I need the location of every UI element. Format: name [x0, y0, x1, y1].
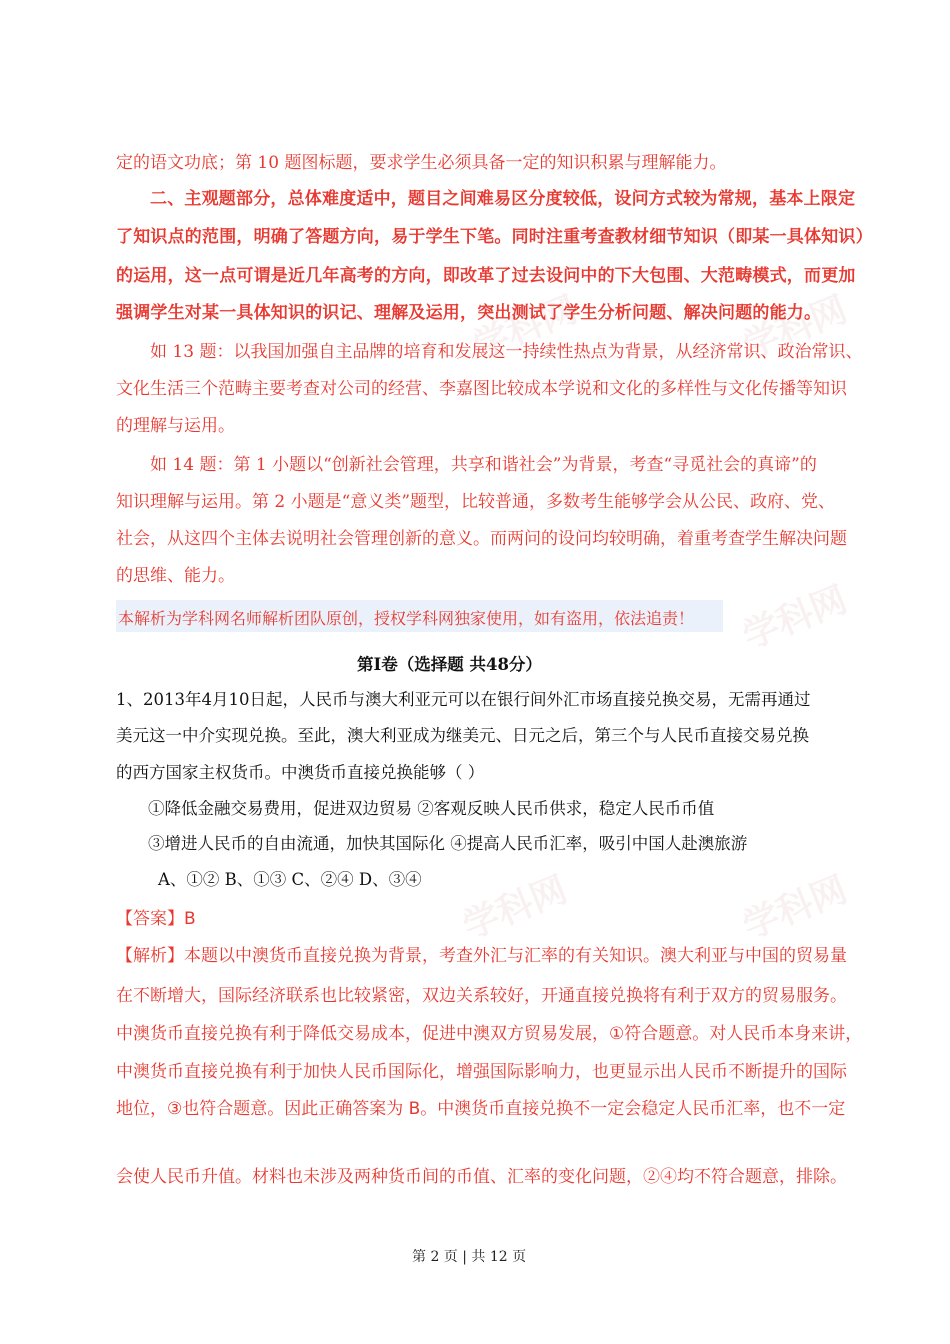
question-option-line: ③增进人民币的自由流通，加快其国际化 ④提高人民币汇率，吸引中国人赴澳旅游: [148, 834, 748, 853]
question-stem-line: 的西方国家主权货币。中澳货币直接兑换能够（ ）: [116, 763, 485, 782]
analysis-line: 如 14 题：第 1 小题以“创新社会管理，共享和谐社会”为背景，考查“寻觅社会的真谛”的: [150, 455, 817, 475]
analysis-line: 定的语文功底；第 10 题图标题，要求学生必须具备一定的知识积累与理解能力。: [116, 153, 727, 173]
explanation-line: 会使人民币升值。材料也未涉及两种货币间的币值、汇率的变化问题，②④均不符合题意，排除。: [116, 1167, 847, 1187]
watermark-logo: 学科网: [467, 289, 583, 368]
analysis-line: 的理解与运用。: [116, 416, 235, 436]
watermark-logo: 学科网: [737, 579, 853, 658]
answer-label: 【答案】B: [116, 909, 196, 929]
analysis-line: 强调学生对某一具体知识的识记、理解及运用，突出测试了学生分析问题、解决问题的能力。: [116, 303, 822, 323]
watermark-logo: 学科网: [737, 289, 853, 368]
watermark-logo: 学科网: [737, 869, 853, 948]
explanation-line: 中澳货币直接兑换有利于加快人民币国际化，增强国际影响力，也更显示出人民币不断提升的国际: [116, 1062, 847, 1082]
analysis-line: 社会，从这四个主体去说明社会管理创新的意义。而两问的设问均较明确，着重考查学生解决问题: [116, 529, 847, 549]
analysis-line: 如 13 题：以我国加强自主品牌的培育和发展这一持续性热点为背景，从经济常识、政治常识、: [150, 342, 863, 362]
analysis-line: 的运用，这一点可谓是近几年高考的方向，即改革了过去设问中的下大包围、大范畴模式，而更加: [116, 266, 856, 286]
question-stem-line: 1、2013年4月10日起，人民币与澳大利亚元可以在银行间外汇市场直接兑换交易，无需再通过: [116, 690, 811, 709]
analysis-line: 二、主观题部分，总体难度适中，题目之间难易区分度较低，设问方式较为常规，基本上限定: [150, 189, 856, 209]
question-choices: A、①② B、①③ C、②④ D、③④: [158, 870, 422, 889]
question-option-line: ①降低金融交易费用，促进双边贸易 ②客观反映人民币供求，稳定人民币币值: [148, 799, 715, 818]
explanation-line: 地位，③也符合题意。因此正确答案为 B。中澳货币直接兑换不一定会稳定人民币汇率，也不一定: [116, 1099, 846, 1119]
page-footer: 第 2 页 | 共 12 页: [412, 1249, 527, 1265]
explanation-line: 【解析】本题以中澳货币直接兑换为背景，考查外汇与汇率的有关知识。澳大利亚与中国的贸易量: [116, 946, 847, 966]
explanation-line: 中澳货币直接兑换有利于降低交易成本，促进中澳双方贸易发展，①符合题意。对人民币本身来讲，: [116, 1024, 863, 1044]
section-title: 第Ⅰ卷（选择题 共48分）: [357, 655, 542, 674]
analysis-line: 的思维、能力。: [116, 566, 235, 586]
question-stem-line: 美元这一中介实现兑换。至此，澳大利亚成为继美元、日元之后，第三个与人民币直接交易兑换: [116, 726, 809, 745]
analysis-line: 了知识点的范围，明确了答题方向，易于学生下笔。同时注重考查教材细节知识（即某一具体知识）: [116, 227, 873, 247]
analysis-line: 知识理解与运用。第 2 小题是“意义类”题型，比较普通，多数考生能够学会从公民、政府、党、: [116, 492, 836, 512]
analysis-line: 文化生活三个范畴主要考查对公司的经营、李嘉图比较成本学说和文化的多样性与文化传播等知识: [116, 379, 847, 399]
copyright-notice: 本解析为学科网名师解析团队原创，授权学科网独家使用，如有盗用，依法追责！: [118, 609, 695, 628]
explanation-line: 在不断增大，国际经济联系也比较紧密，双边关系较好，开通直接兑换将有利于双方的贸易服务。: [116, 986, 847, 1006]
watermark-logo: 学科网: [457, 869, 573, 948]
